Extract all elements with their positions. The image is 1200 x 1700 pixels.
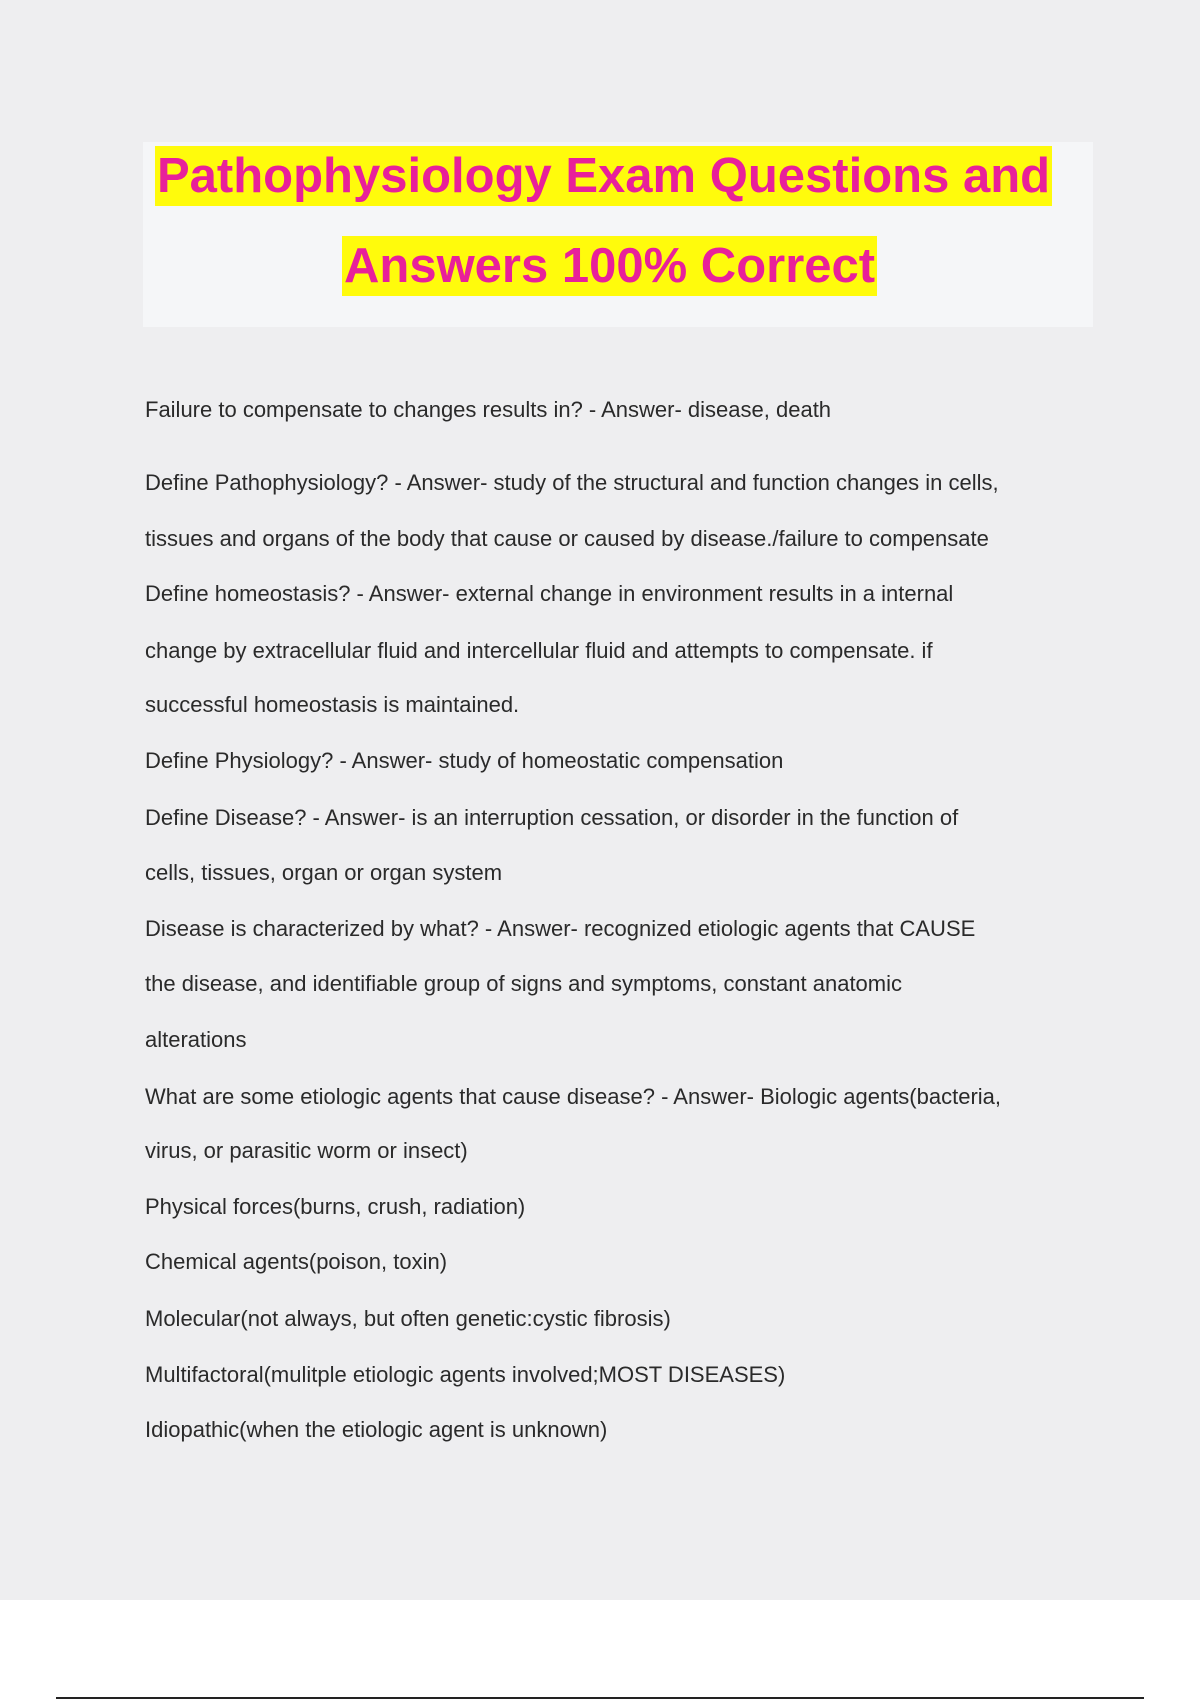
qa-line: What are some etiologic agents that cause disease? - Answer- Biologic agents(bacteria, xyxy=(145,1084,1002,1109)
qa-line: Disease is characterized by what? - Answer- recognized etiologic agents that CAUSE xyxy=(145,916,976,941)
qa-line: virus, or parasitic worm or insect) xyxy=(145,1138,468,1163)
page-title-line-2: Answers 100% Correct xyxy=(342,236,877,296)
qa-line: change by extracellular fluid and intercellular fluid and attempts to compensate. if xyxy=(145,638,933,663)
qa-line: Molecular(not always, but often genetic:cystic fibrosis) xyxy=(145,1306,671,1331)
qa-line: Chemical agents(poison, toxin) xyxy=(145,1249,448,1274)
page-title-line-1: Pathophysiology Exam Questions and xyxy=(155,146,1052,206)
qa-line: alterations xyxy=(145,1027,247,1052)
qa-line: Define homeostasis? - Answer- external change in environment results in a internal xyxy=(145,581,954,606)
qa-line: Multifactoral(mulitple etiologic agents involved;MOST DISEASES) xyxy=(145,1362,786,1387)
qa-line: tissues and organs of the body that cause or caused by disease./failure to compensate xyxy=(145,526,989,551)
qa-line: Define Physiology? - Answer- study of homeostatic compensation xyxy=(145,748,784,773)
footer-rule xyxy=(56,1697,1144,1699)
qa-line: Idiopathic(when the etiologic agent is unknown) xyxy=(145,1417,608,1442)
qa-line: the disease, and identifiable group of signs and symptoms, constant anatomic xyxy=(145,971,903,996)
qa-line: cells, tissues, organ or organ system xyxy=(145,860,503,885)
title-block xyxy=(143,142,1093,327)
qa-line: Physical forces(burns, crush, radiation) xyxy=(145,1194,526,1219)
qa-line: Failure to compensate to changes results in? - Answer- disease, death xyxy=(145,397,832,422)
qa-line: Define Pathophysiology? - Answer- study of the structural and function changes in cells, xyxy=(145,470,999,495)
qa-line: Define Disease? - Answer- is an interruption cessation, or disorder in the function of xyxy=(145,805,959,830)
qa-line: successful homeostasis is maintained. xyxy=(145,692,520,717)
